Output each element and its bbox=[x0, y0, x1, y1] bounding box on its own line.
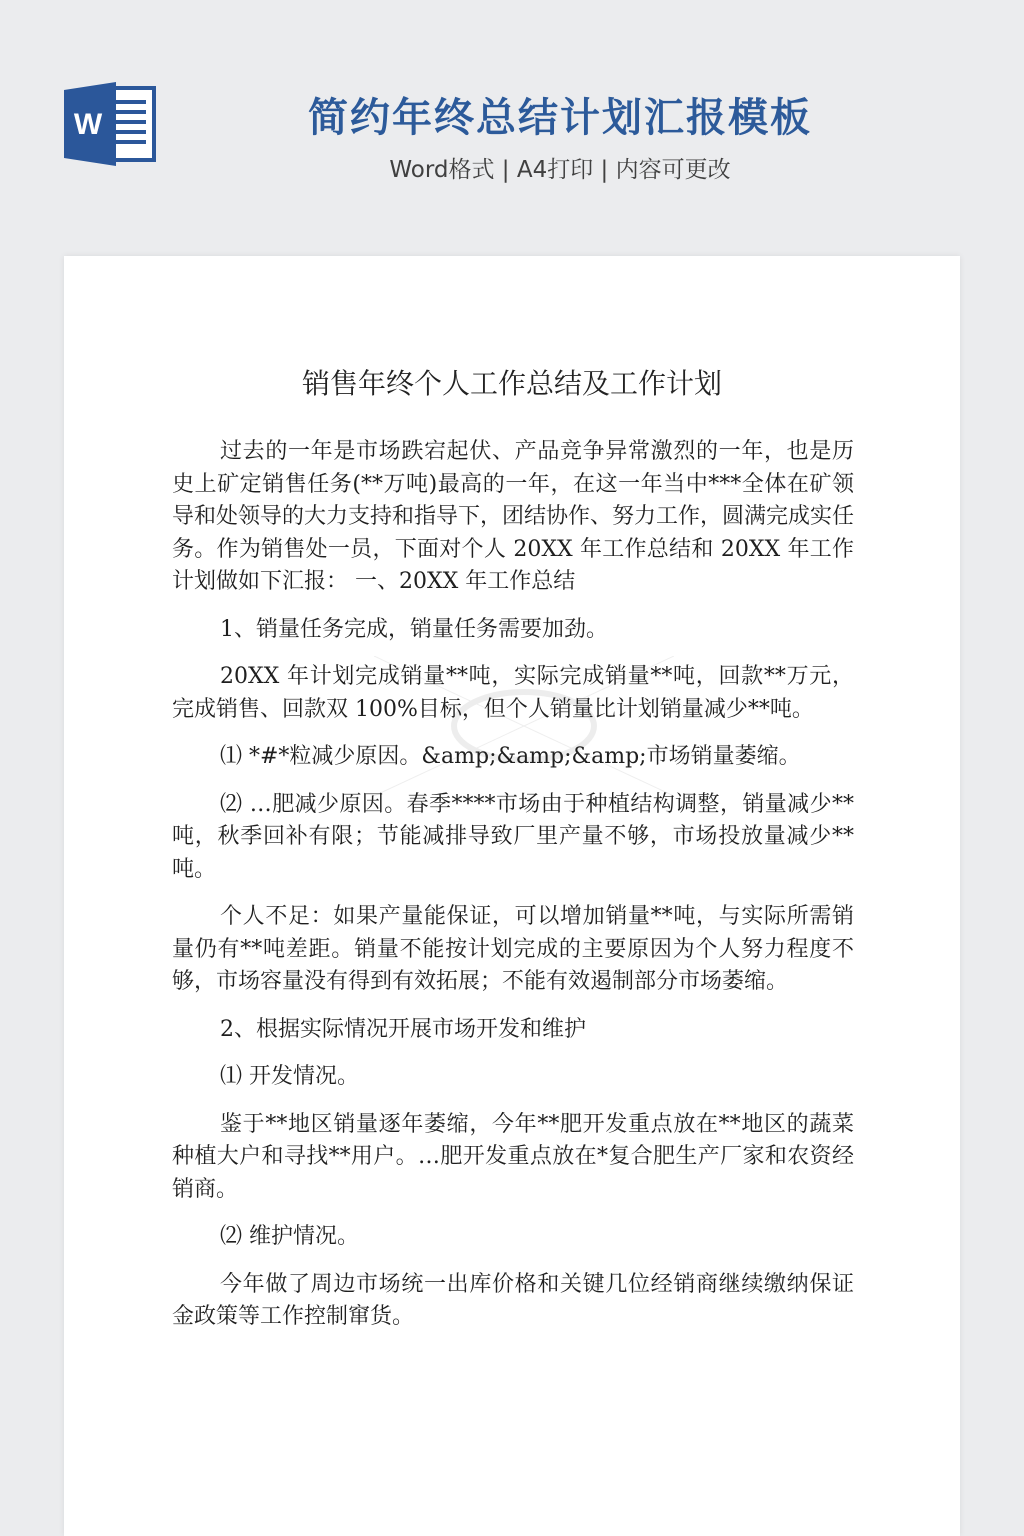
word-icon-letter: W bbox=[73, 108, 103, 141]
paragraph-section-1: 1、销量任务完成，销量任务需要加劲。 bbox=[220, 616, 608, 642]
paragraph-maintenance: 今年做了周边市场统一出库价格和关键几位经销商继续缴纳保证金政策等工作控制窜货。 bbox=[172, 1271, 854, 1329]
paragraph-section-2: 2、根据实际情况开展市场开发和维护 bbox=[220, 1016, 586, 1042]
paragraph-maintenance-heading: ⑵ 维护情况。 bbox=[220, 1224, 359, 1249]
paragraph-shortcomings: 个人不足：如果产量能保证，可以增加销量**吨，与实际所需销量仍有**吨差距。销量不能按计划完成的主要原因为个人努力程度不够，市场容量没有得到有效拓展；不能有效遏制部分市场萎缩。 bbox=[172, 904, 854, 994]
template-header bbox=[0, 0, 1024, 240]
paragraph-reason-2: ⑵ …肥减少原因。春季****市场由于种植结构调整，销量减少**吨，秋季回补有限；节能减排导致厂里产量不够，市场投放量减少**吨。 bbox=[172, 791, 854, 882]
document-body bbox=[172, 436, 854, 1349]
template-title: 简约年终总结计划汇报模板 bbox=[308, 95, 812, 141]
template-subtitle: Word格式 | A4打印 | 内容可更改 bbox=[389, 157, 731, 183]
paragraph-reason-1: ⑴ *#*粒减少原因。&amp;&amp;&amp;市场销量萎缩。 bbox=[220, 744, 801, 769]
paragraph-intro: 过去的一年是市场跌宕起伏、产品竞争异常激烈的一年，也是历史上矿定销售任务(**万吨)最高的一年，在这一年当中***全体在矿领导和处领导的大力支持和指导下，团结协作、努力工作，圆满完成实任务。作为销售处一员，下面对个人 20XX 年工作总结和 20XX 年工作计划做如下汇报： 一、20XX 年工作总结 bbox=[172, 439, 855, 594]
paragraph-sales-figures: 20XX 年计划完成销量**吨，实际完成销量**吨，回款**万元，完成销售、回款双 100%目标，但个人销量比计划销量减少**吨。 bbox=[172, 664, 854, 722]
paragraph-development-heading: ⑴ 开发情况。 bbox=[220, 1064, 359, 1089]
paragraph-development: 鉴于**地区销量逐年萎缩，今年**肥开发重点放在**地区的蔬菜种植大户和寻找**用户。…肥开发重点放在*复合肥生产厂家和农资经销商。 bbox=[172, 1111, 854, 1202]
document-title: 销售年终个人工作总结及工作计划 bbox=[301, 367, 722, 400]
word-icon bbox=[64, 82, 156, 166]
document-page bbox=[64, 256, 960, 1536]
